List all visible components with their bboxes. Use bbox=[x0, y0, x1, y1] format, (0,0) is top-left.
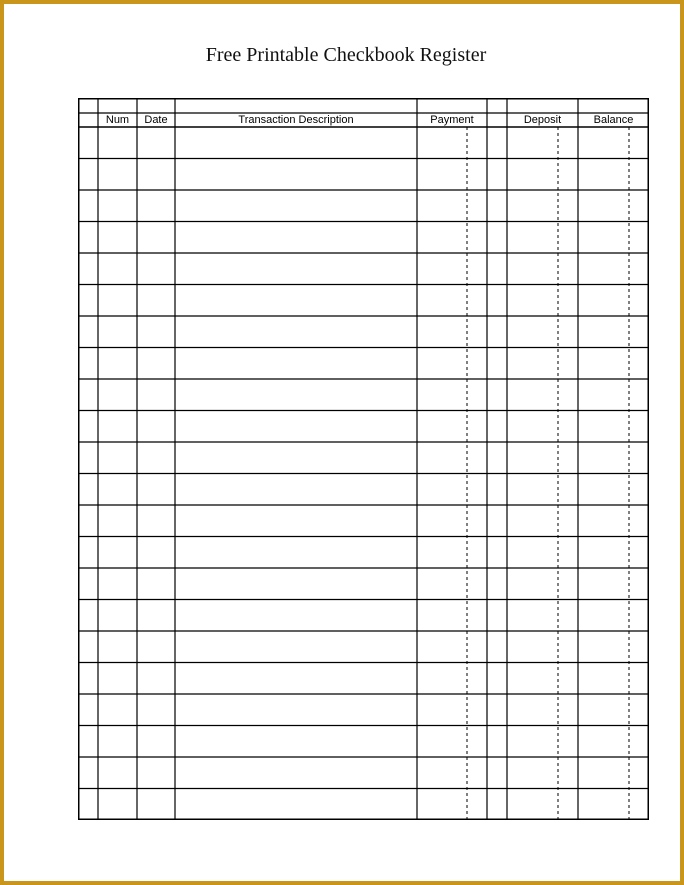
column-header-deposit: Deposit bbox=[523, 114, 562, 126]
register-grid bbox=[78, 98, 649, 820]
column-header-date: Date bbox=[144, 114, 168, 126]
column-header-payment: Payment bbox=[430, 114, 474, 126]
page-title: Free Printable Checkbook Register bbox=[205, 44, 487, 66]
column-header-description: Transaction Description bbox=[238, 114, 354, 126]
column-header-balance: Balance bbox=[593, 114, 634, 126]
checkbook-register-table bbox=[78, 98, 649, 820]
column-header-num: Num bbox=[105, 114, 130, 126]
